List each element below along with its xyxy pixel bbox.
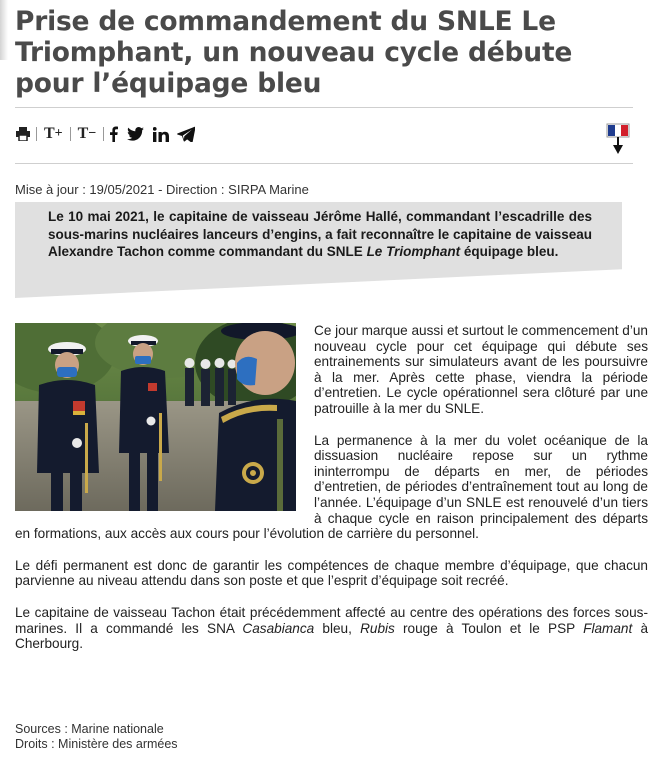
article-paragraph-3: Le défi permanent est donc de garantir les compétences de chaque membre d’équipage, que chacun parvienne au niveau attendu dans son poste et que l’esprit d’équipage soit recréé. bbox=[15, 557, 648, 589]
toolbar-separator bbox=[36, 127, 37, 141]
update-meta: Mise à jour : 19/05/2021 - Direction : SIRPA Marine bbox=[15, 182, 309, 197]
divider-toolbar bbox=[15, 163, 633, 164]
ship-name-casabianca: Casabianca bbox=[242, 620, 315, 636]
toolbar-separator bbox=[70, 127, 71, 141]
text-decrease-button[interactable] bbox=[76, 123, 99, 145]
paragraph-4-text: à Cherbourg. bbox=[15, 620, 649, 652]
sources-line: Sources : Marine nationale bbox=[15, 722, 164, 736]
left-edge-shadow bbox=[0, 0, 8, 60]
text-increase-button[interactable] bbox=[42, 123, 65, 145]
print-icon[interactable] bbox=[15, 123, 31, 145]
article-body bbox=[15, 323, 648, 668]
paragraph-4-text: rouge à Toulon et le PSP bbox=[394, 620, 584, 636]
paragraph-4-text: bleu, bbox=[314, 620, 361, 636]
lead-ship-name: Le Triomphant bbox=[366, 244, 461, 259]
twitter-icon[interactable] bbox=[127, 123, 144, 145]
french-flag-badge-icon[interactable] bbox=[606, 123, 630, 155]
article-toolbar bbox=[15, 122, 195, 146]
text-decrease-sign: − bbox=[88, 126, 97, 141]
rights-line: Droits : Ministère des armées bbox=[15, 737, 178, 751]
photo-float-space bbox=[15, 323, 296, 519]
article-lead bbox=[48, 208, 592, 261]
paragraph-4-text: Le capitaine de vaisseau Tachon était précédemment affecté au centre des opérations des forces sous-marines. Il a commandé les SNA bbox=[15, 604, 648, 636]
ship-name-rubis: Rubis bbox=[360, 620, 395, 636]
article-paragraph-4 bbox=[15, 605, 648, 652]
text-increase-letter: T bbox=[44, 125, 55, 142]
text-decrease-letter: T bbox=[77, 125, 89, 142]
ship-name-flamant: Flamant bbox=[583, 620, 633, 636]
divider-top bbox=[15, 107, 633, 108]
lead-text-end: équipage bleu. bbox=[460, 244, 559, 259]
linkedin-icon[interactable] bbox=[153, 123, 169, 145]
toolbar-separator bbox=[103, 127, 104, 141]
article-paragraph-2: La permanence à la mer du volet océanique de la dissuasion nucléaire repose sur un rythme ininterrompu de départs en mer, de périodes d’entretien, de périodes d’entraînement tout au long de l’année. L’équipage d’un SNLE est renouvelé d’un tiers à chaque cycle en raison principalement des départs en formations, aux accès aux cours pour l’évolution de carrière du personnel. bbox=[15, 432, 648, 542]
lead-text: Le 10 mai 2021, le capitaine de vaisseau Jérôme Hallé, commandant l’escadrille des sous-marins nucléaires lanceurs d’engins, a fait reconnaître le capitaine de vaisseau Alexandre Tachon comme commandant du SNLE bbox=[48, 209, 592, 259]
telegram-icon[interactable] bbox=[177, 123, 195, 145]
page-title: Prise de commandement du SNLE Le Triomphant, un nouveau cycle débute pour l’équipage bleu bbox=[15, 6, 573, 99]
text-increase-sign: + bbox=[54, 126, 63, 141]
article-credits bbox=[15, 722, 178, 752]
facebook-icon[interactable] bbox=[109, 123, 118, 145]
article-paragraph-1: Ce jour marque aussi et surtout le commencement d’un nouveau cycle pour cet équipage qui débute ses entrainements sur simulateurs avant de les poursuivre à la mer. Après cette phase, viendra la période d’entretien. Le cycle opérationnel sera clôturé par une patrouille à la mer du SNLE. bbox=[314, 323, 648, 416]
